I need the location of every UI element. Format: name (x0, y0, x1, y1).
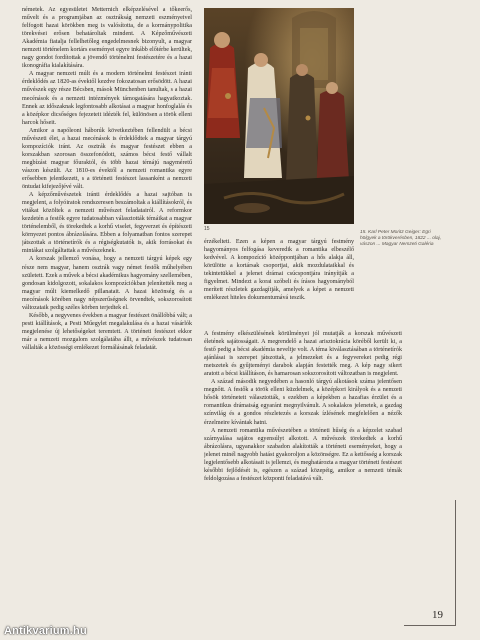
paragraph: A magyar nemzeti múlt és a modern történelmi festészet iránti érdeklődés az 1820-as évektől kezdve fokozatosan erősödött. A hazai művészek egy része Bécsben, mások Münchenben tanultak, s a hazai mecénások és a nemzeti intézmények támogatására hagyatkoztak. Ennek az időszaknak legfontosabb alkotásai a magyar honfoglalás és a középkor dicsőséges fejezeteit idézték fel, különösen a török elleni harcok hőseit. (22, 71, 192, 126)
figure-number: 15 (204, 226, 210, 232)
paragraph: A korszak jellemző vonása, hogy a nemzeti tárgyú képek egy része nem magyar, hanem osztrák vagy német festők műhelyében született. Ezek a művek a bécsi akadémikus hagyomány szellemében, gondosan kidolgozott, sokalakos kompozíciókban jelenítették meg a magyar múlt kiemelkedő pillanatait. A hazai közönség és a mecénások körében nagy népszerűségnek örvendtek, sokszorosított változataik pedig széles körben terjedtek el. (22, 256, 192, 311)
painting-illustration (204, 8, 354, 224)
paragraph: Később, a negyvenes években a magyar festészet önállóbbá vált; a pesti kiállítások, a Pesti Műegylet megalakulása és a hazai vásárlók megjelenése új lehetőségeket teremtett. A történeti festészet ekkor már a nemzeti mozgalom szolgálatába állt, a művészek tudatosan vállalták a közösségi emlékezet formálásának feladatát. (22, 312, 192, 351)
paragraph: A nemzeti romantika művészetében a történeti hűség és a képzelet szabad szárnyalása sajátos egyensúlyt alkotott. A művészek törekedtek a korhű ábrázolásra, ugyanakkor szabadon alakították a történeti eseményeket, hogy a jelenet minél nagyobb hatást gyakoroljon a közönségre. Ez a kettősség a korszak legjelentősebb alkotásait is jellemzi, és meghatározta a magyar történeti festészet későbbi fejlődését is, egészen a század közepéig, amikor a nemzeti témák feldolgozása a festészet központi feladatává vált. (204, 427, 402, 482)
figure-caption: 15. Karl Peter Moritz Geiger: Egri hölgyek a törökverésben, 1822 ... olaj, vászon ... Magyar Nemzeti Galéria (360, 230, 442, 248)
paragraph: A képzőművészetek iránti érdeklődés a hazai sajtóban is megjelent, a folyóiratok rendszeresen beszámoltak a kiállításokról, és vitákat közöltek a nemzeti művészet feladatairól. A reformkor kezdetén a festők egyre tudatosabban választották témáikat a magyar történelemből, és törekedtek a korhű viselet, fegyverzet és építészeti környezet pontos ábrázolására. Ebben a folyamatban fontos szerepet játszottak a történetírók és a régiségkutatók is, akik forrásokat és mintákat szolgáltattak a művészeknek. (22, 192, 192, 255)
margin-rule-horizontal (404, 625, 456, 626)
text-column-right-bottom (204, 330, 402, 628)
margin-rule-vertical (455, 500, 456, 626)
paragraph: A század második negyedében a hasonló tárgyú alkotások száma jelentősen megnőtt. A festők a török elleni küzdelmek, a középkori királyok és a nemzeti hősök történeteit választották, s ezekben a képekben a hazafias érzület és a romantikus drámaiság egyaránt megnyilvánult. A sokalakos jelenetek, a gazdag színvilág és a gondos részletezés a korszak ízlésének megfelelően a nézők érzelmeire kívántak hatni. (204, 379, 402, 426)
paragraph: németek. Az egyesületet Metternich elképzelésével a tőkeerős, művelt és a programjában az osztrákság nemzeti eszményeivel felfogott hazai körökben meg is valósította, de a kormánypolitika törekvései erősen behatároltak mindent. A Képzőművészeti Akadémia fiatalja fellelhetőleg engedelmesnek bizonyult, a magyar nemzeti történelem kortárs eseményei egyre inkább előtérbe kerültek, nagy gondot fordítottak a jövendő történelmi festészetére és a hazai ikonográfia kialakítására. (22, 7, 192, 70)
paragraph: A festmény elkészülésének körülményei jól mutatják a korszak művészeti életének sajátosságait. A megrendelő a hazai arisztokrácia köréből került ki, a festő pedig a bécsi akadémia neveltje volt. A téma kiválasztásában a történetírók ajánlásai is szerepet játszottak, a jelmezeket és a fegyvereket pedig régi metszetek és gyűjteményi darabok alapján festették meg. A kép nagy sikert aratott a bécsi kiállításon, és hamarosan sokszorosított változatban is megjelent. (204, 331, 402, 378)
text-column-right-top (204, 238, 354, 326)
page-number: 19 (432, 609, 443, 621)
painting-image (204, 8, 354, 224)
paragraph: érzékelteti. Ezen a képen a magyar tárgyú festmény hagyományos felfogása keveredik a romantika elbeszélő kedvével. A kompozíció középpontjában a hős alakja áll, körülötte a kortársak csoportjai, akik mozdulataikkal és tekintetükkel a jelenet drámai csúcspontjára irányítják a figyelmet. Mindezt a korai szóbeli és írásos hagyományból merített részletek gazdagítják, amelyek a képet a nemzeti emlékezet hiteles dokumentumává teszik. (204, 239, 354, 302)
paragraph: Amikor a napóleoni háborúk következtében fellendült a bécsi művészeti élet, a hazai mecénások is érdeklődtek a magyar tárgyú kompozíciók iránt. Az osztrák és magyar festészet ebben a korszakban szorosan összefonódott, számos bécsi festő vállalt megbízást magyar főuraktól, és több hazai témájú nagyméretű vászon készült. Az 1810-es évektől a nemzeti romantika egyre erősebben jelentkezett, s a történeti festészet lassanként a nemzeti öntudat kifejezőjévé vált. (22, 127, 192, 191)
text-column-left (22, 6, 192, 618)
watermark-logo: Antikvarium.hu (4, 625, 87, 637)
